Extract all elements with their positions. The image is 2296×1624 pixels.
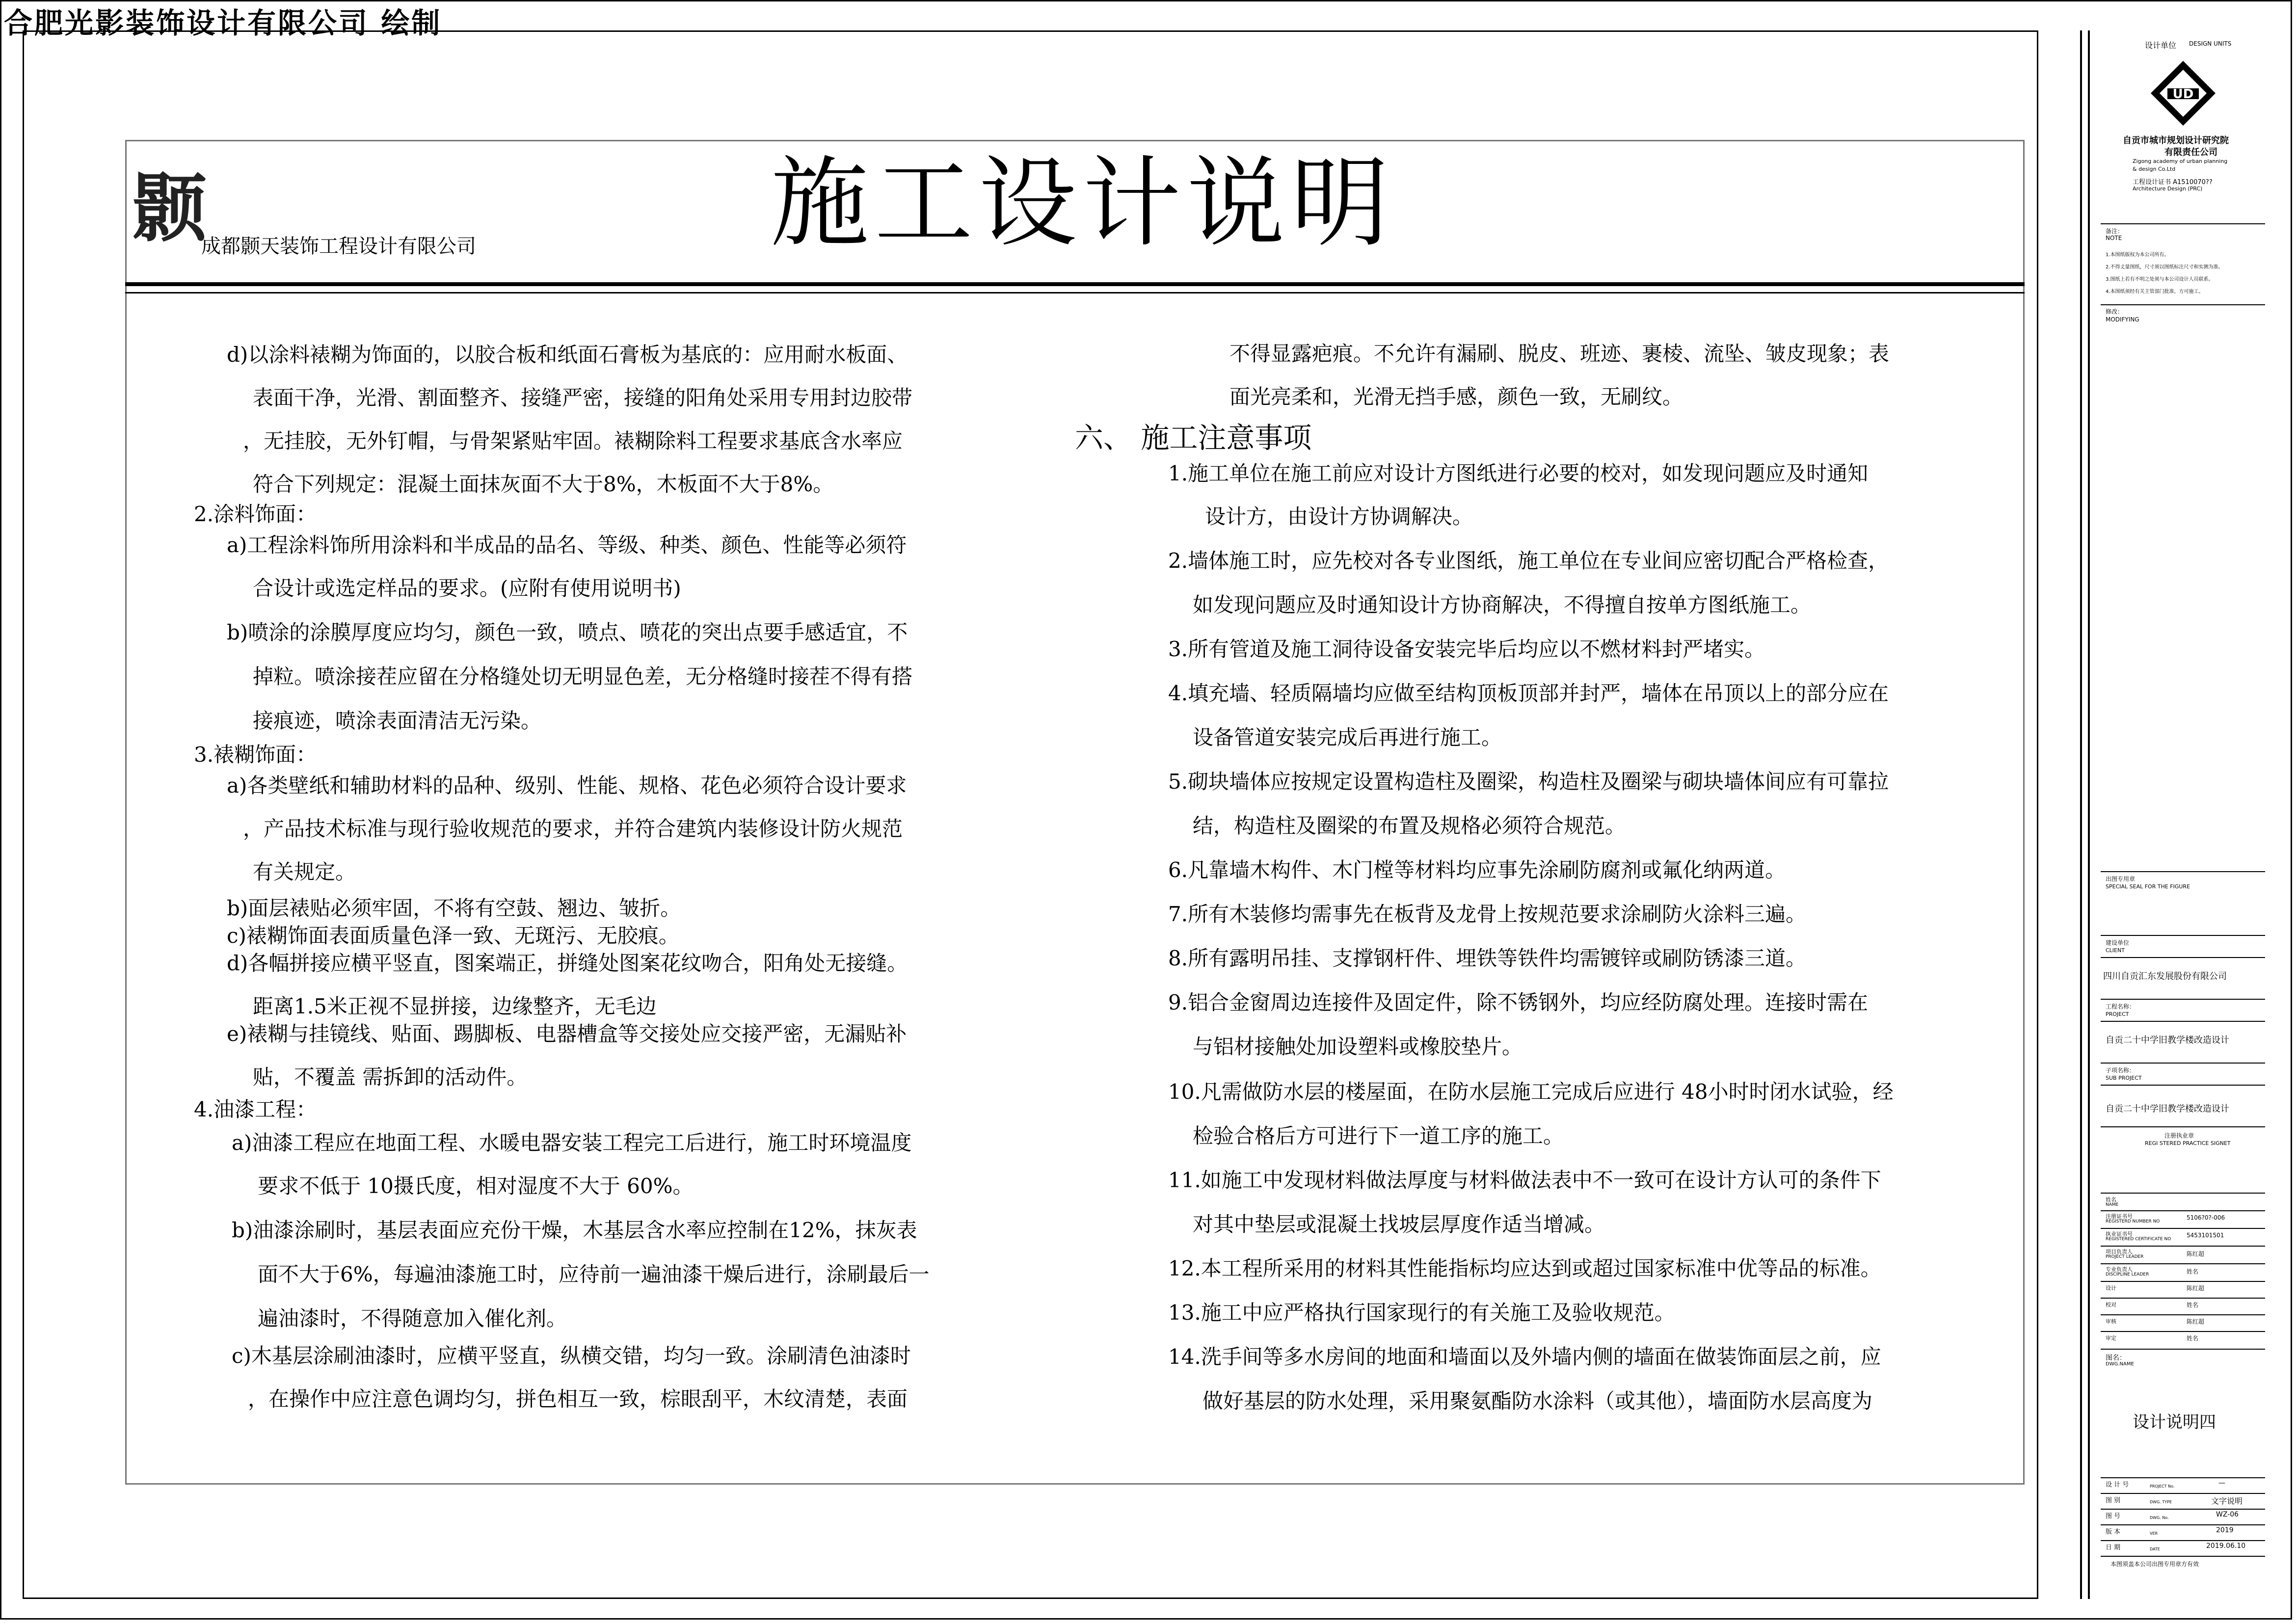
drawing-name-label: 图名：: [2106, 1354, 2126, 1362]
sign-row-value: 姓名: [2187, 1268, 2199, 1275]
drawing-name-en: DWG.NAME: [2106, 1361, 2134, 1367]
bottom-row-label: 版 本: [2106, 1528, 2121, 1536]
sign-row-label: 项目负责人: [2106, 1249, 2133, 1255]
bottom-row-value: 文字说明: [2211, 1496, 2243, 1506]
svg-text:UD: UD: [2172, 87, 2194, 102]
left-line: 3.裱糊饰面：: [194, 743, 317, 767]
project-value: 自贡二十中学旧教学楼改造设计: [2106, 1035, 2229, 1045]
left-line: ，在操作中应注意色调均匀，拼色相互一致，棕眼刮平，木纹清楚，表面: [248, 1387, 908, 1411]
title-block-divider-2: [2088, 30, 2090, 1599]
bottom-row-value: 2019.06.10: [2206, 1542, 2246, 1550]
left-line: a)油漆工程应在地面工程、水暖电器安装工程完工后进行，施工时环境温度: [232, 1131, 912, 1155]
institute-name-2: 有限责任公司: [2164, 147, 2217, 158]
page-title: 施工设计说明: [771, 146, 1395, 261]
bottom-row-en: PROJECT No.: [2150, 1484, 2175, 1489]
sign-row-label: 审核: [2106, 1318, 2116, 1325]
client-label: 建设单位: [2106, 939, 2130, 946]
stamp-en: REGI STERED PRACTICE SIGNET: [2145, 1140, 2231, 1146]
project-label: 工程名称：: [2106, 1003, 2136, 1010]
left-line: b)油漆涂刷时，基层表面应充份干燥，木基层含水率应控制在12%，抹灰表: [232, 1218, 917, 1242]
company-name: 成都颢天装饰工程设计有限公司: [201, 235, 476, 258]
right-line: 13.施工中应严格执行国家现行的有关施工及验收规范。: [1168, 1301, 1675, 1325]
left-line: 面不大于6%，每遍油漆施工时，应待前一遍油漆干燥后进行，涂刷最后一: [258, 1262, 930, 1286]
left-line: ，产品技术标准与现行验收规范的要求，并符合建筑内装修设计防火规范: [243, 817, 903, 841]
note-item: 3.图纸上若有不明之处须与本公司设计人员联系。: [2106, 277, 2214, 282]
right-line: 设备管道安装完成后再进行施工。: [1193, 725, 1502, 749]
sign-row-en: DISCIPLINE LEADER: [2106, 1272, 2149, 1277]
seal-en: SPECIAL SEAL FOR THE FIGURE: [2106, 883, 2190, 890]
modify-label: 修改：: [2106, 308, 2124, 315]
sign-row-label: 设计: [2106, 1285, 2116, 1291]
right-line: 9.铝合金窗周边连接件及固定件，除不锈钢外，均应经防腐处理。连接时需在: [1168, 990, 1869, 1014]
design-unit-en: DESIGN UNITS: [2189, 40, 2232, 47]
left-line: b)面层裱贴必须牢固，不将有空鼓、翘边、皱折。: [227, 896, 681, 920]
footer-note: 本图须盖本公司出图专用章方有效: [2110, 1561, 2199, 1568]
left-line: 遍油漆时，不得随意加入催化剂。: [258, 1306, 567, 1331]
sign-row-en: REGISTERD NUMBER NO: [2106, 1219, 2160, 1224]
left-line: 4.油漆工程：: [194, 1097, 317, 1121]
left-line: 贴，不覆盖 需拆卸的活动件。: [253, 1065, 528, 1089]
bottom-row-en: DWG. TYPE: [2150, 1500, 2172, 1504]
sign-row-label: 专业负责人: [2106, 1266, 2133, 1273]
title-block-divider: [2080, 30, 2082, 1599]
left-line: 距离1.5米正视不显拼接，边缘整齐，无毛边: [253, 994, 657, 1018]
right-line: 14.洗手间等多水房间的地面和墙面以及外墙内侧的墙面在做装饰面层之前，应: [1168, 1345, 1881, 1369]
note-item: 2.不得丈量图纸，尺寸须以图纸标注尺寸和实测为准。: [2106, 265, 2223, 270]
left-line: c)裱糊饰面表面质量色泽一致、无斑污、无胶痕。: [227, 924, 679, 948]
left-line: c)木基层涂刷油漆时，应横平竖直，纵横交错，均匀一致。涂刷清色油漆时: [232, 1344, 911, 1368]
sign-row-label: 审定: [2106, 1335, 2116, 1341]
client-en: CLIENT: [2106, 947, 2125, 954]
right-line: 检验合格后方可进行下一道工序的施工。: [1193, 1124, 1564, 1148]
right-line: 1.施工单位在施工前应对设计方图纸进行必要的校对，如发现问题应及时通知: [1168, 461, 1869, 485]
sign-row-value: 陈红超: [2187, 1318, 2205, 1325]
left-line: 表面干净，光滑、割面整齐、接缝严密，接缝的阳角处采用专用封边胶带: [253, 386, 913, 410]
left-line: e)裱糊与挂镜线、贴面、踢脚板、电器槽盒等交接处应交接严密，无漏贴补: [227, 1022, 907, 1046]
right-line: 如发现问题应及时通知设计方协商解决，不得擅自按单方图纸施工。: [1193, 593, 1812, 617]
left-line: 符合下列规定：混凝土面抹灰面不大于8%，木板面不大于8%。: [253, 472, 834, 496]
ud-logo-icon: [2149, 59, 2217, 128]
left-line: 要求不低于 10摄氏度，相对湿度不大于 60%。: [258, 1174, 694, 1198]
institute-en-1: Zigong academy of urban planning: [2133, 158, 2228, 164]
subproject-label: 子项名称：: [2106, 1067, 2136, 1074]
right-line: 8.所有露明吊挂、支撑钢杆件、埋铁等铁件均需镀锌或刷防锈漆三道。: [1168, 946, 1807, 970]
left-line: ，无挂胶，无外钉帽，与骨架紧贴牢固。裱糊除料工程要求基底含水率应: [243, 429, 903, 453]
left-line: b)喷涂的涂膜厚度应均匀，颜色一致，喷点、喷花的突出点要手感适宜，不: [227, 620, 908, 644]
bottom-row-label: 图 别: [2106, 1497, 2121, 1504]
sign-row-value: 姓名: [2187, 1302, 2199, 1308]
note-item: 4.本图纸须经有关主管部门批准，方可施工。: [2106, 289, 2204, 294]
modify-en: MODIFYING: [2106, 316, 2139, 323]
notes-label: 备注：: [2106, 228, 2124, 235]
bottom-row-value: WZ-06: [2216, 1511, 2239, 1518]
right-line: 3.所有管道及施工洞待设备安装完毕后均应以不燃材料封严堵实。: [1168, 637, 1765, 661]
left-line: 有关规定。: [253, 860, 356, 884]
seal-label: 出图专用章: [2106, 876, 2136, 882]
subproject-value: 自贡二十中学旧教学楼改造设计: [2106, 1104, 2229, 1114]
left-line: d)各幅拼接应横平竖直，图案端正，拼缝处图案花纹吻合，阳角处无接缝。: [227, 951, 908, 975]
bottom-row-value: —: [2218, 1479, 2225, 1487]
right-line: 12.本工程所采用的材料其性能指标均应达到或超过国家标准中优等品的标准。: [1168, 1256, 1881, 1280]
cert-en: Architecture Design (PRC): [2133, 186, 2203, 192]
sign-row-label: 校对: [2106, 1302, 2116, 1308]
institute-name: 自贡市城市规划设计研究院: [2123, 135, 2229, 146]
company-logo-icon: 颢: [133, 165, 207, 252]
left-line: 2.涂料饰面：: [194, 502, 317, 526]
right-line: 设计方，由设计方协调解决。: [1205, 505, 1473, 529]
title-rule-thin: [125, 292, 2025, 293]
right-line: 与铝材接触处加设塑料或橡胶垫片。: [1193, 1035, 1523, 1059]
bottom-row-en: DWG. No.: [2150, 1516, 2169, 1520]
left-line: 接痕迹，喷涂表面清洁无污染。: [253, 709, 542, 733]
notes-en: NOTE: [2106, 235, 2122, 241]
sign-row-label: 注册证书号: [2106, 1213, 2133, 1220]
bottom-row-en: DATE: [2150, 1547, 2160, 1551]
left-line: a)各类壁纸和辅助材料的品种、级别、性能、规格、花色必须符合设计要求: [227, 773, 907, 798]
subproject-en: SUB PROJECT: [2106, 1075, 2142, 1081]
note-item: 1.本图纸版权为本公司所有。: [2106, 252, 2169, 258]
drawing-name: 设计说明四: [2133, 1412, 2216, 1432]
client-value: 四川自贡汇东发展股份有限公司: [2103, 971, 2227, 982]
right-line: 6.凡靠墙木构件、木门樘等材料均应事先涂刷防腐剂或氟化纳两道。: [1168, 858, 1786, 882]
right-line: 10.凡需做防水层的楼屋面，在防水层施工完成后应进行 48小时时闭水试验，经: [1168, 1080, 1894, 1104]
sign-row-value: 姓名: [2187, 1335, 2199, 1342]
left-line: 合设计或选定样品的要求。(应附有使用说明书): [253, 576, 681, 600]
cert-label: 工程设计证书 A1510070??: [2133, 179, 2213, 186]
stamp-label: 注册执业章: [2164, 1132, 2194, 1139]
left-line: d)以涂料裱糊为饰面的，以胶合板和纸面石膏板为基底的：应用耐水板面、: [227, 343, 908, 367]
project-en: PROJECT: [2106, 1011, 2129, 1017]
institute-en-2: & design Co.Ltd: [2133, 166, 2176, 172]
sign-row-value: 5106?0?-006: [2187, 1214, 2225, 1221]
bottom-row-label: 设 计 号: [2106, 1481, 2129, 1489]
bottom-row-label: 图 号: [2106, 1513, 2121, 1520]
sign-row-en: REGISTERED CERTIFICATE NO: [2106, 1237, 2171, 1242]
right-line: 5.砌块墙体应按规定设置构造柱及圈梁，构造柱及圈梁与砌块墙体间应有可靠拉: [1168, 770, 1889, 794]
bottom-row-en: VER: [2150, 1531, 2158, 1536]
right-line: 11.如施工中发现材料做法厚度与材料做法表中不一致可在设计方认可的条件下: [1168, 1168, 1881, 1192]
sign-row-en: NAME: [2106, 1202, 2119, 1207]
title-rule-thick: [125, 282, 2025, 286]
right-line: 对其中垫层或混凝土找坡层厚度作适当增减。: [1193, 1212, 1605, 1236]
design-unit-label: 设计单位: [2145, 41, 2177, 50]
bottom-row-label: 日 期: [2106, 1544, 2121, 1551]
right-line: 面光亮柔和，光滑无挡手感，颜色一致，无刷纹。: [1229, 385, 1683, 409]
left-line: a)工程涂料饰所用涂料和半成品的品名、等级、种类、颜色、性能等必须符: [227, 533, 907, 557]
sign-row-value: 陈红超: [2187, 1285, 2205, 1292]
right-line: 结，构造柱及圈梁的布置及规格必须符合规范。: [1193, 814, 1626, 838]
section-heading: 六、 施工注意事项: [1075, 421, 1312, 454]
sign-row-en: PROJECT LEADER: [2106, 1254, 2144, 1259]
right-line: 2.墙体施工时，应先校对各专业图纸，施工单位在专业间应密切配合严格检查，: [1168, 549, 1889, 573]
watermark-text: 合肥光影装饰设计有限公司 绘制: [4, 6, 442, 40]
sign-row-value: 陈红超: [2187, 1251, 2205, 1257]
right-line: 7.所有木装修均需事先在板背及龙骨上按规范要求涂刷防火涂料三遍。: [1168, 902, 1807, 926]
left-line: 掉粒。喷涂接茬应留在分格缝处切无明显色差，无分格缝时接茬不得有搭: [253, 665, 913, 689]
bottom-row-value: 2019: [2216, 1526, 2234, 1534]
sign-row-label: 姓名: [2106, 1197, 2116, 1203]
sign-row-label: 执业证书号: [2106, 1231, 2133, 1237]
right-line: 4.填充墙、轻质隔墙均应做至结构顶板顶部并封严，墙体在吊顶以上的部分应在: [1168, 681, 1889, 705]
right-line: 不得显露疤痕。不允许有漏刷、脱皮、班迹、裹棱、流坠、皱皮现象；表: [1229, 342, 1890, 366]
sign-row-value: 5453101501: [2187, 1232, 2224, 1239]
right-line: 做好基层的防水处理，采用聚氨酯防水涂料（或其他），墙面防水层高度为: [1202, 1389, 1873, 1413]
